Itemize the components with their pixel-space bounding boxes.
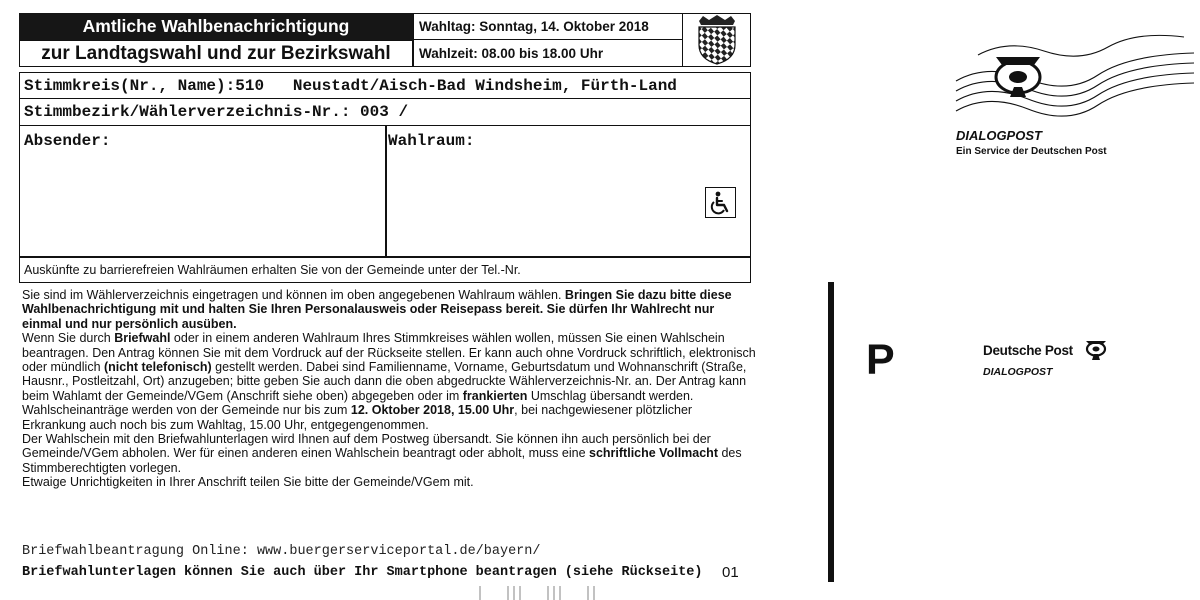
polling-room-label: Wahlraum:: [388, 132, 475, 150]
election-time: Wahlzeit: 08.00 bis 18.00 Uhr: [413, 40, 683, 67]
post-horn-stamp-icon: [948, 33, 1196, 128]
title-line-1: Amtliche Wahlbenachrichtigung: [19, 13, 413, 40]
instructions: [22, 288, 757, 490]
accessibility-badge: [705, 187, 736, 218]
election-day: Wahltag: Sonntag, 14. Oktober 2018: [413, 13, 683, 40]
online-application-text: Briefwahlbeantragung Online: www.buergerserviceportal.de/bayern/: [22, 544, 541, 559]
title-line-2: zur Landtagswahl und zur Bezirkswahl: [19, 40, 413, 67]
crest-box: [683, 13, 751, 67]
instructions-paragraph-3: Der Wahlschein mit den Briefwahlunterlagen wird Ihnen auf dem Postweg übersandt. Sie können ihn auch persönlich bei der Gemeinde/VGem abholen. Wer für einen anderen einen Wahlschein beantragt oder abholt, muss eine schriftliche Vollmacht des Stimmberechtigten vorlegen.: [22, 432, 742, 475]
address-divider: [385, 126, 387, 257]
address-window-bar: [828, 282, 834, 582]
smartphone-application-text: Briefwahlunterlagen können Sie auch über Ihr Smartphone beantragen (siehe Rückseite): [22, 565, 703, 580]
instructions-paragraph-2: Wenn Sie durch Briefwahl oder in einem anderen Wahlraum Ihres Stimmkreises wählen wollen, müssen Sie einen Wahlschein beantragen. Den Antrag können Sie mit dem Vordruck auf der Rückseite stellen. Er kann auch ohne Vordruck schriftlich, elektronisch oder mündlich (nicht telefonisch) gestellt werden. Dabei sind Familienname, Vorname, Geburtsdatum und Wohnanschrift (Straße, Hausnr., Postleitzahl, Ort) anzugeben; bitte geben Sie auch dann die oben abgedruckte Wählerverzeichnis-Nr. an. Der Antrag kann beim Wahlamt der Gemeinde/VGem (Anschrift siehe oben) abgegeben oder im frankierten Umschlag übersandt werden. Wahlscheinanträge werden von der Gemeinde nur bis zum 12. Oktober 2018, 15.00 Uhr, bei nachgewiesener plötzlicher Erkrankung auch noch bis zum Wahltag, 15.00 Uhr, entgegengenommen.: [22, 331, 756, 432]
sender-label: Absender:: [24, 132, 111, 150]
stimmbezirk-row: Stimmbezirk/Wählerverzeichnis-Nr.: 003 /: [19, 99, 751, 126]
bavarian-lozenge-crest-icon: [695, 15, 739, 65]
p-marker: P: [866, 336, 895, 384]
wheelchair-icon: [708, 190, 734, 216]
stimmkreis-row: Stimmkreis(Nr., Name):510 Neustadt/Aisch-Bad Windsheim, Fürth-Land: [19, 72, 751, 99]
dialogpost-title: DIALOGPOST: [956, 128, 1042, 143]
dialogpost-subtitle: Ein Service der Deutschen Post: [956, 146, 1107, 157]
post-horn-icon: [1084, 339, 1108, 361]
instructions-paragraph-1: Sie sind im Wählerverzeichnis eingetragen und können im oben angegebenen Wahlraum wählen. Bringen Sie dazu bitte diese Wahlbenachrichtigung mit und halten Sie Ihren Personalausweis oder Reisepass bereit. Sie dürfen Ihr Wahlrecht nur einmal und nur persönlich ausüben.: [22, 288, 732, 331]
scan-marks: [478, 584, 608, 600]
form-code: 01: [722, 564, 739, 581]
deutsche-post-dialogpost: DIALOGPOST: [983, 366, 1053, 378]
deutsche-post-brand: Deutsche Post: [983, 343, 1073, 358]
instructions-paragraph-4: Etwaige Unrichtigkeiten in Ihrer Anschrift teilen Sie bitte der Gemeinde/VGem mit.: [22, 475, 474, 490]
accessibility-note: Auskünfte zu barrierefreien Wahlräumen erhalten Sie von der Gemeinde unter der Tel.-Nr.: [19, 257, 751, 283]
